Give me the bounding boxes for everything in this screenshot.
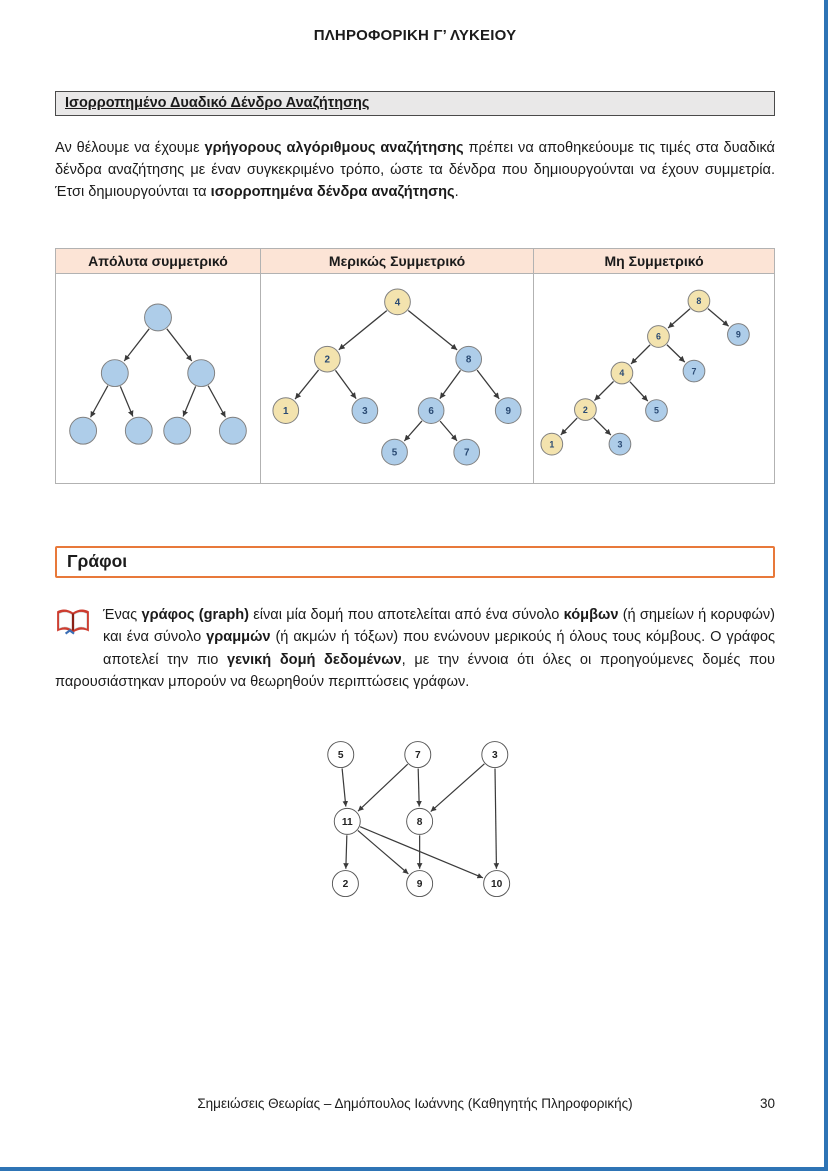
edge-6-7 bbox=[440, 421, 457, 441]
page-border-bottom bbox=[0, 1167, 828, 1171]
svg-text:9: 9 bbox=[736, 329, 741, 340]
graph-figure-wrap bbox=[55, 734, 775, 911]
svg-text:4: 4 bbox=[394, 297, 401, 309]
page-title: ΠΛΗΡΟΦΟΡΙΚΗ Γ’ ΛΥΚΕΙΟΥ bbox=[313, 27, 517, 44]
tree-table-header-symmetric: Απόλυτα συμμετρικό bbox=[56, 248, 261, 273]
svg-text:5: 5 bbox=[654, 405, 659, 416]
svg-text:3: 3 bbox=[362, 406, 368, 418]
edge-8-6 bbox=[668, 308, 690, 327]
edge-b-e bbox=[120, 386, 133, 416]
edge-3-8 bbox=[431, 764, 485, 812]
edge-4-2 bbox=[339, 311, 387, 350]
tree-asymmetric-figure bbox=[538, 286, 770, 466]
svg-text:7: 7 bbox=[691, 365, 697, 376]
svg-text:7: 7 bbox=[414, 750, 421, 762]
node-g bbox=[219, 417, 246, 444]
svg-text:11: 11 bbox=[341, 817, 353, 829]
edge-2-3 bbox=[335, 370, 356, 398]
tree-comparison-table bbox=[55, 248, 775, 484]
page-footer bbox=[55, 1096, 775, 1111]
svg-text:4: 4 bbox=[619, 367, 625, 378]
section-heading-graphs-label: Γράφοι bbox=[67, 550, 128, 571]
edge-a-b bbox=[124, 328, 149, 360]
svg-text:8: 8 bbox=[416, 817, 423, 829]
edge-4-5 bbox=[630, 381, 648, 400]
tree-symmetric-cell bbox=[56, 273, 261, 483]
edge-c-f bbox=[183, 386, 196, 416]
tree-table-header-row bbox=[56, 248, 775, 273]
graphs-definition bbox=[55, 604, 775, 694]
footer-text: Σημειώσεις Θεωρίας – Δημόπουλος Ιωάννης (Καθηγητής Πληροφορικής) bbox=[197, 1096, 633, 1111]
edge-11-9 bbox=[358, 830, 409, 873]
edge-8-9 bbox=[708, 308, 729, 326]
tree-table-figure-row bbox=[56, 273, 775, 483]
edge-5-11 bbox=[342, 768, 346, 806]
page-border-right bbox=[824, 0, 828, 1171]
section-heading-balanced-bst bbox=[55, 91, 775, 116]
tree-partial-figure bbox=[266, 284, 528, 467]
svg-text:2: 2 bbox=[324, 354, 331, 366]
edge-3-10 bbox=[495, 768, 496, 868]
svg-text:9: 9 bbox=[505, 406, 511, 418]
svg-text:1: 1 bbox=[283, 406, 289, 418]
edge-2-1 bbox=[561, 418, 577, 435]
graphs-paragraph: Ένας γράφος (graph) είναι μία δομή που αποτελείται από ένα σύνολο κόμβων (ή σημείων ή κορυφών) και ένα σύνολο γραμμών (ή ακμών ή τόξων) που ενώνουν μερικούς ή όλους τους κόμβους. Ο γράφος αποτελεί την πιο γενική δομή δεδομένων, με την έννοια ότι όλες οι προηγούμενες δομές που παρουσιάστηκαν μπορούν να θεωρηθούν περιπτώσεις γράφων. bbox=[55, 606, 775, 691]
svg-text:3: 3 bbox=[617, 438, 623, 449]
edge-6-5 bbox=[404, 421, 422, 441]
tree-table-header-partial: Μερικώς Συμμετρικό bbox=[260, 248, 533, 273]
edge-11-2 bbox=[346, 835, 347, 868]
book-icon-wrap bbox=[55, 604, 103, 668]
svg-text:5: 5 bbox=[337, 750, 344, 762]
svg-text:5: 5 bbox=[391, 447, 398, 459]
svg-text:1: 1 bbox=[549, 438, 555, 449]
page-number: 30 bbox=[759, 1096, 775, 1111]
edge-a-c bbox=[167, 328, 192, 360]
directed-graph-figure bbox=[299, 734, 531, 906]
edge-8-6 bbox=[440, 370, 461, 398]
edge-8-9 bbox=[477, 370, 499, 399]
tree-table-header-asymmetric: Μη Συμμετρικό bbox=[534, 248, 775, 273]
node-a bbox=[145, 304, 172, 331]
svg-text:6: 6 bbox=[656, 331, 661, 342]
edge-2-1 bbox=[295, 370, 319, 399]
section-heading-graphs bbox=[55, 546, 775, 578]
edge-2-3 bbox=[594, 417, 611, 434]
section-heading-balanced-bst-label: Ισορροπημένο Δυαδικό Δένδρο Αναζήτησης bbox=[65, 95, 370, 111]
page-content bbox=[0, 27, 828, 911]
edge-4-2 bbox=[595, 381, 614, 400]
svg-text:8: 8 bbox=[696, 295, 702, 306]
node-b bbox=[101, 359, 128, 386]
tree-symmetric-figure bbox=[62, 298, 254, 454]
book-icon bbox=[55, 606, 91, 638]
node-e bbox=[125, 417, 152, 444]
svg-text:8: 8 bbox=[465, 354, 472, 366]
edge-4-8 bbox=[408, 311, 457, 350]
tree-partial-cell bbox=[260, 273, 533, 483]
edge-6-4 bbox=[631, 344, 650, 363]
edge-c-g bbox=[208, 385, 225, 417]
edge-6-7 bbox=[667, 344, 685, 361]
svg-text:7: 7 bbox=[463, 447, 470, 459]
svg-text:6: 6 bbox=[428, 406, 434, 418]
edge-7-11 bbox=[358, 764, 408, 811]
node-c bbox=[188, 359, 215, 386]
tree-asymmetric-cell bbox=[534, 273, 775, 483]
bst-paragraph: Αν θέλουμε να έχουμε γρήγορους αλγόριθμους αναζήτησης πρέπει να αποθηκεύουμε τις τιμές στα δυαδικά δένδρα αναζήτησης με έναν συγκεκριμένο τρόπο, ώστε τα δένδρα που δημιουργούνται να έχουν συμμετρία. Έτσι δημιουργούνται τα ισορροπημένα δένδρα αναζήτησης. bbox=[55, 140, 775, 201]
svg-text:9: 9 bbox=[416, 879, 423, 891]
edge-7-8 bbox=[418, 768, 419, 806]
svg-text:2: 2 bbox=[342, 879, 349, 891]
node-f bbox=[164, 417, 191, 444]
svg-text:10: 10 bbox=[490, 879, 503, 891]
svg-text:3: 3 bbox=[491, 750, 498, 762]
edge-b-d bbox=[90, 385, 107, 417]
node-d bbox=[70, 417, 97, 444]
svg-text:2: 2 bbox=[582, 404, 588, 415]
